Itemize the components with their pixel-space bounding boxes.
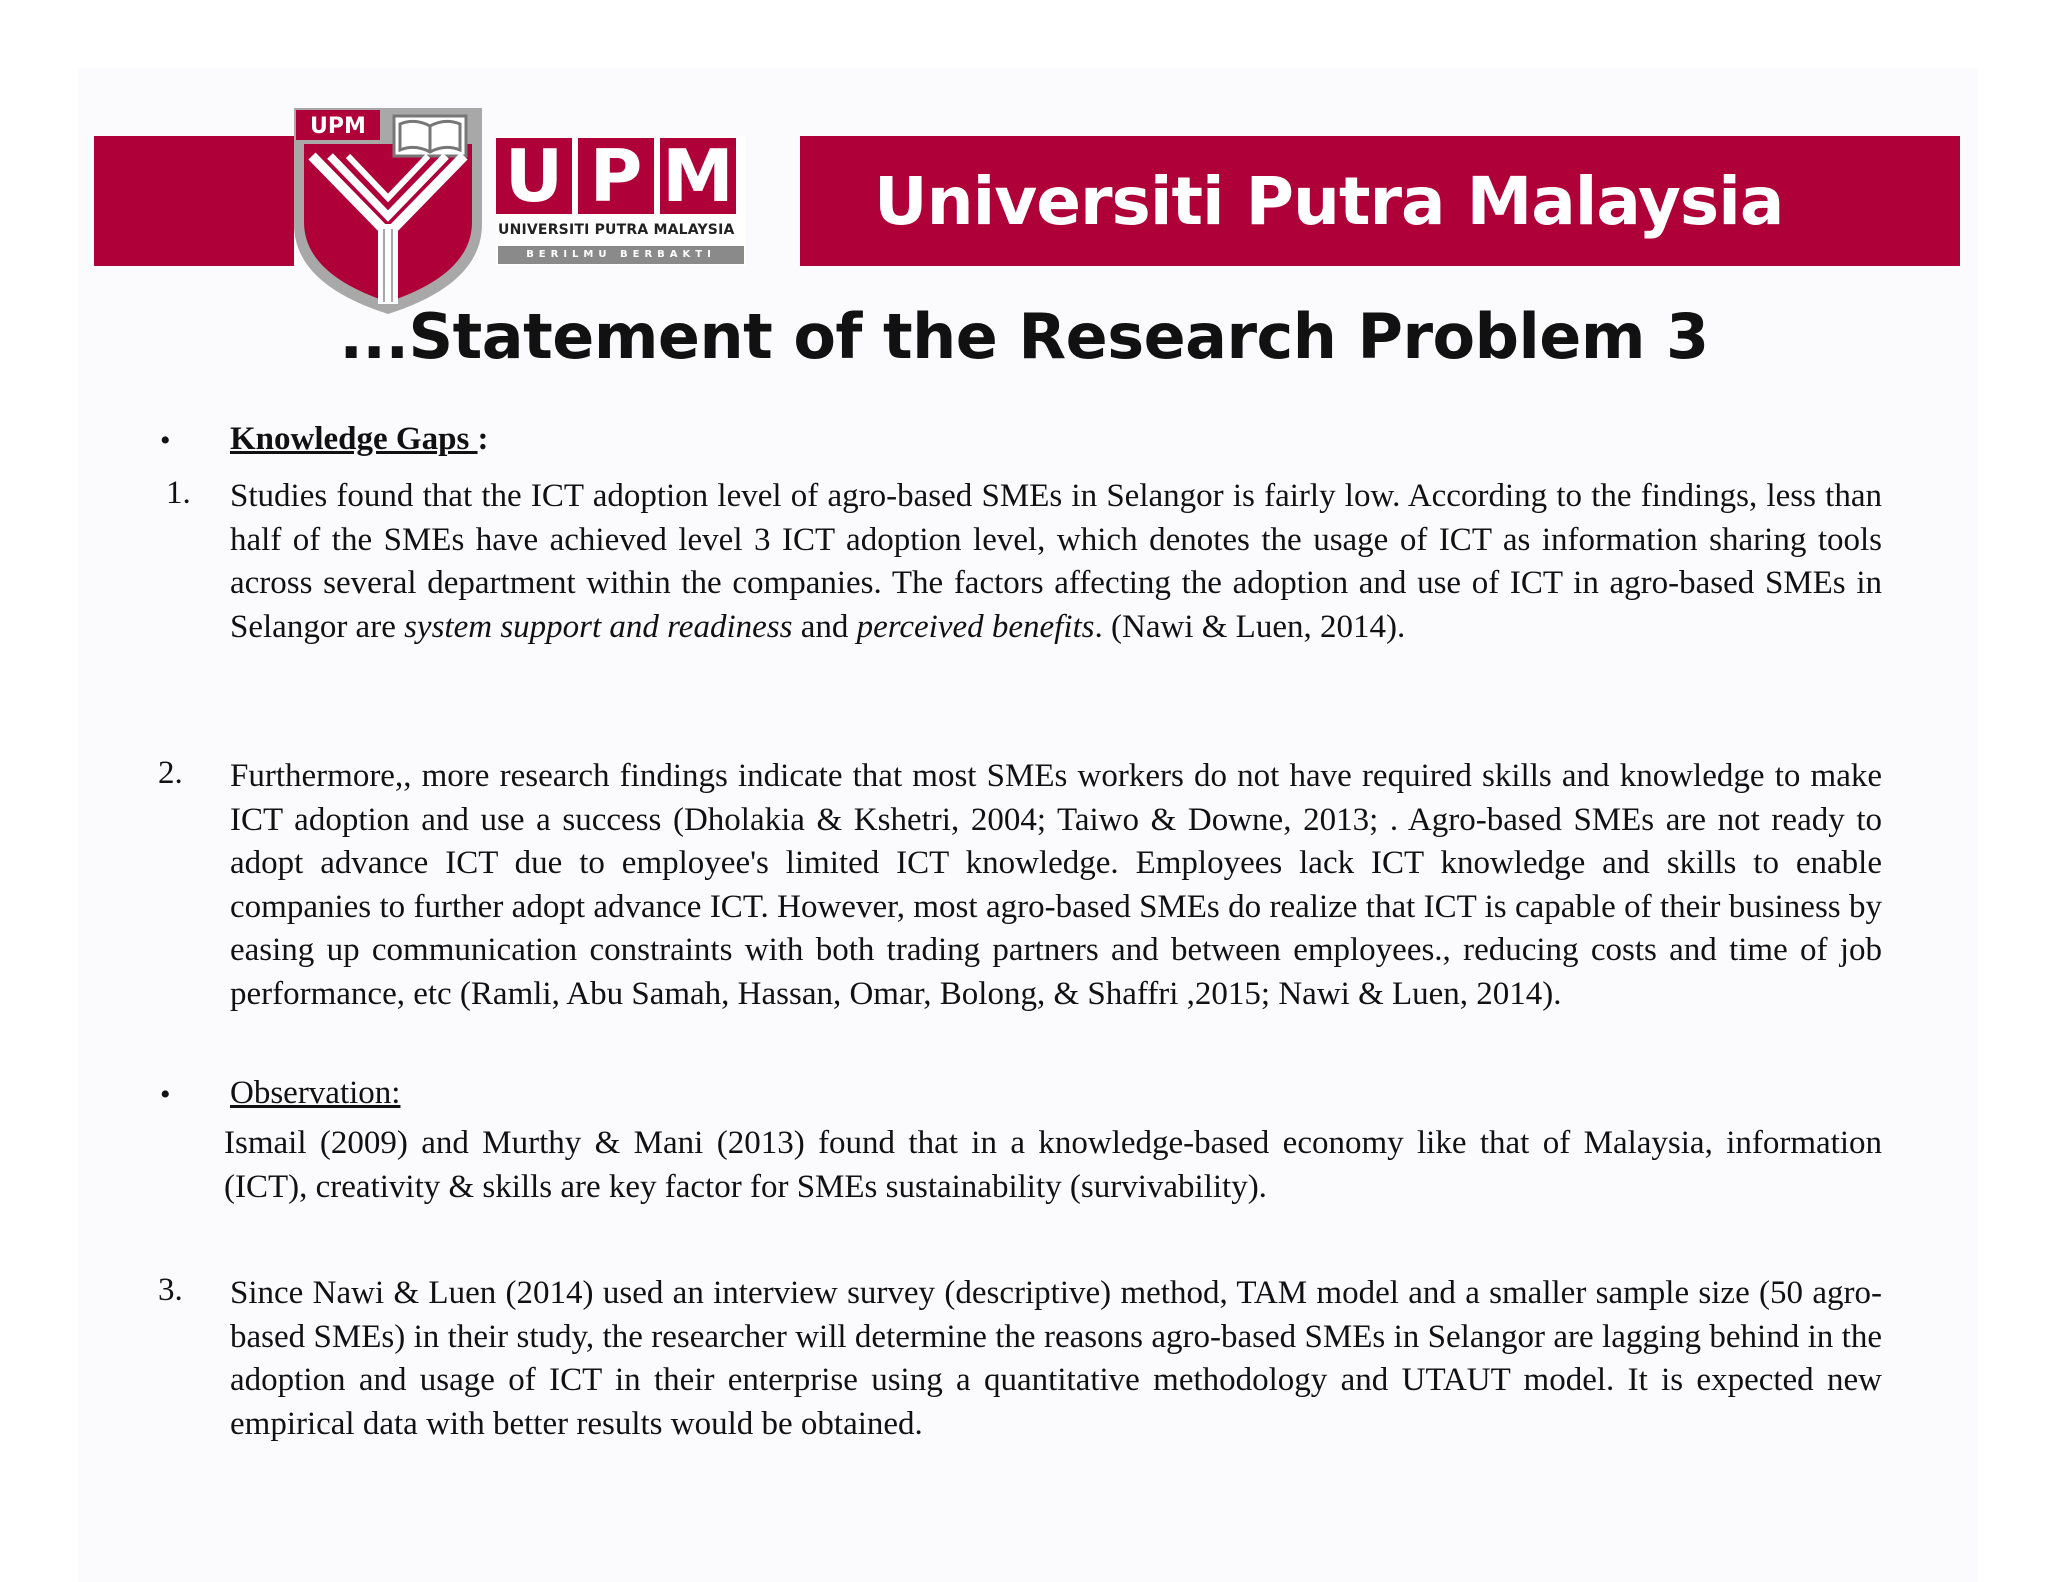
bullet-knowledge-gaps: • — [160, 424, 171, 457]
logo-motto: BERILMU BERBAKTI — [498, 246, 744, 264]
item-3-text: Since Nawi & Luen (2014) used an interview survey (descriptive) method, TAM model and a smaller sample size (50 agro-based SMEs) in their study, the researcher will determine the reasons agro-based SMEs in Selangor are lagging behind in the adoption and usage of ICT in their enterprise using a quantitative methodology and UTAUT model. It is expected new empirical data with better results would be obtained. — [230, 1275, 1882, 1442]
item-1-italic-1: system support and readiness — [404, 608, 793, 645]
observation-heading: Observation: — [230, 1075, 401, 1111]
crest-label: UPM — [310, 114, 366, 139]
header-banner-left — [94, 136, 294, 266]
logo-letter: M — [660, 138, 736, 214]
item-2-text: Furthermore,, more research findings indicate that most SMEs workers do not have required skills and knowledge to make ICT adoption and use a success (Dholakia & Kshetri, 2004; Taiwo & Downe, 2013; . Agro-based SMEs are not ready to adopt advance ICT due to employee's limited ICT knowledge. Employees lack ICT knowledge and skills to enable companies to further adopt advance ICT. However, most agro-based SMEs do realize that ICT is capable of their business by easing up communication constraints with both trading partners and between employees., reducing costs and time of job performance, etc (Ramli, Abu Samah, Hassan, Omar, Bolong, & Shaffri ,2015; Nawi & Luen, 2014). — [230, 758, 1882, 1012]
upm-logo-letters — [496, 134, 736, 218]
knowledge-gaps-heading — [230, 418, 489, 462]
item-1-text-c: . (Nawi & Luen, 2014). — [1094, 608, 1406, 645]
knowledge-gaps-colon: : — [477, 421, 489, 457]
item-number: 3. — [158, 1272, 183, 1308]
item-1-text — [230, 475, 1882, 649]
item-number: 2. — [158, 755, 183, 791]
bullet-observation: • — [160, 1078, 171, 1111]
item-1-text-a: Studies found that the ICT adoption level of agro-based SMEs in Selangor is fairly low. According to the findings, less than half of the SMEs have achieved level 3 ICT adoption level, which denotes the usage of ICT as information sharing tools across several department within the companies. The factors affecting the adoption and use of ICT in agro-based SMEs in Selangor are — [230, 478, 1882, 645]
page-title: ...Statement of the Research Problem 3 — [339, 300, 1709, 373]
observation-text: Ismail (2009) and Murthy & Mani (2013) found that in a knowledge-based economy like that of Malaysia, information (ICT), creativity & skills are key factor for SMEs sustainability (survivability). — [224, 1125, 1882, 1205]
item-number: 1. — [166, 475, 191, 511]
item-1-text-b: and — [792, 608, 857, 645]
logo-letter: P — [578, 138, 654, 214]
item-1-italic-2: perceived benefits — [856, 608, 1095, 645]
knowledge-gaps-title: Knowledge Gaps — [230, 421, 478, 457]
logo-university-name: UNIVERSITI PUTRA MALAYSIA — [498, 222, 735, 238]
upm-crest-icon — [290, 104, 486, 318]
logo-letter: U — [496, 138, 572, 214]
banner-title: Universiti Putra Malaysia — [874, 162, 1784, 240]
